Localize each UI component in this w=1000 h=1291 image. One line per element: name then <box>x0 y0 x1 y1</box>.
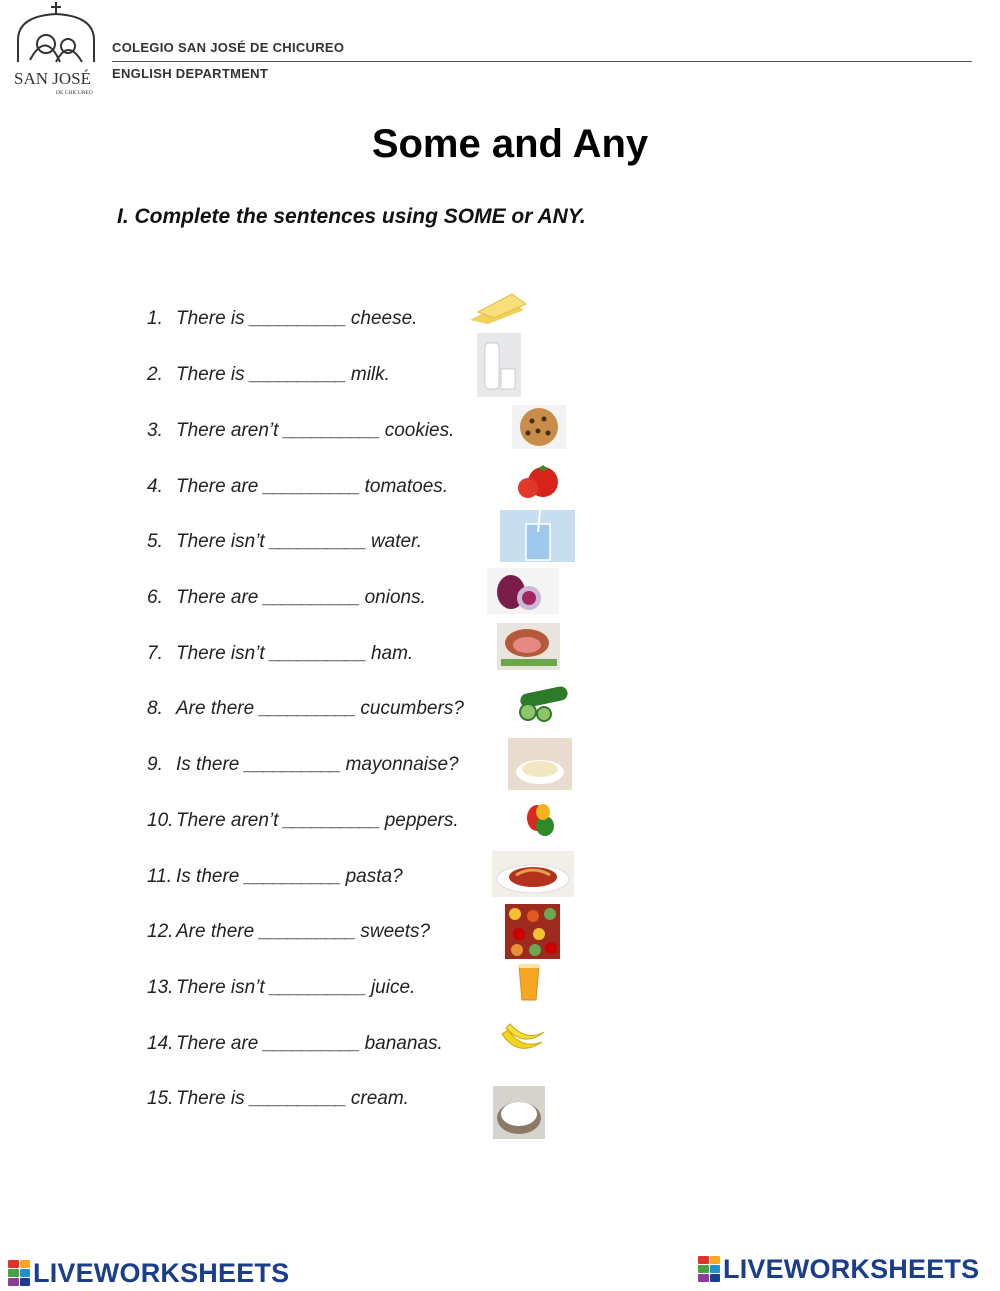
answer-blank[interactable]: __________ <box>269 643 366 664</box>
pasta-icon <box>492 851 574 897</box>
svg-text:DE CHICUREO: DE CHICUREO <box>56 90 93 96</box>
sentence-start: There is <box>176 308 245 329</box>
answer-blank[interactable]: __________ <box>283 420 380 441</box>
liveworksheets-badge-icon <box>698 1256 720 1282</box>
answer-blank[interactable]: __________ <box>263 476 360 497</box>
exercise-item <box>147 1088 409 1110</box>
answer-blank[interactable]: __________ <box>269 977 366 998</box>
milk-icon <box>477 333 521 397</box>
sentence-start: There is <box>176 1088 245 1109</box>
cream-icon <box>493 1086 545 1139</box>
sentence-start: There isn’t <box>176 643 265 664</box>
mayonnaise-icon <box>508 738 572 790</box>
header-divider <box>112 61 972 62</box>
item-number: 1. <box>147 308 163 329</box>
pepper-icon <box>523 800 557 838</box>
footer-brand-right <box>698 1254 979 1284</box>
sentence-start: There are <box>176 476 259 497</box>
cheese-icon <box>468 292 528 326</box>
item-number: 10. <box>147 810 174 831</box>
tomato-icon <box>515 462 561 502</box>
sentence-end: ham. <box>370 643 414 664</box>
item-number: 12. <box>147 921 174 942</box>
sweets-icon <box>505 904 560 959</box>
footer-brand-left <box>8 1258 289 1288</box>
onion-icon <box>487 568 559 614</box>
item-number: 5. <box>147 531 163 552</box>
cucumber-icon <box>512 686 572 722</box>
sentence-end: mayonnaise? <box>345 754 459 775</box>
exercise-item <box>147 977 415 999</box>
item-number: 8. <box>147 698 163 719</box>
brand-name: LIVEWORKSHEETS <box>33 1257 290 1288</box>
instruction: I. Complete the sentences using SOME or ANY. <box>117 205 586 228</box>
sentence-end: peppers. <box>384 810 459 831</box>
item-number: 2. <box>147 364 163 385</box>
item-number: 6. <box>147 587 163 608</box>
exercise-item <box>147 420 454 442</box>
exercise-item <box>147 1033 443 1055</box>
sentence-start: Is there <box>176 754 240 775</box>
exercise-item <box>147 921 430 943</box>
sentence-start: Are there <box>176 921 255 942</box>
item-number: 4. <box>147 476 163 497</box>
answer-blank[interactable]: __________ <box>283 810 380 831</box>
water-icon <box>500 510 575 562</box>
sentence-end: cookies. <box>384 420 455 441</box>
answer-blank[interactable]: __________ <box>249 364 346 385</box>
answer-blank[interactable]: __________ <box>269 531 366 552</box>
sentence-end: pasta? <box>345 866 403 887</box>
sentence-start: Is there <box>176 866 240 887</box>
answer-blank[interactable]: __________ <box>244 754 341 775</box>
exercise-item <box>147 643 413 665</box>
answer-blank[interactable]: __________ <box>259 698 356 719</box>
juice-icon <box>517 962 541 1002</box>
sentence-start: There isn’t <box>176 531 265 552</box>
answer-blank[interactable]: __________ <box>249 308 346 329</box>
exercise-item <box>147 587 426 609</box>
sentence-start: There aren’t <box>176 810 279 831</box>
sentence-start: There are <box>176 587 259 608</box>
item-number: 11. <box>147 866 173 887</box>
sentence-end: milk. <box>350 364 390 385</box>
cookie-icon <box>512 405 566 449</box>
brand-name: LIVEWORKSHEETS <box>723 1253 980 1284</box>
sentence-end: bananas. <box>364 1033 443 1054</box>
sentence-start: There isn’t <box>176 977 265 998</box>
item-number: 14. <box>147 1033 174 1054</box>
sentence-start: Are there <box>176 698 255 719</box>
sentence-start: There is <box>176 364 245 385</box>
sentence-end: cream. <box>350 1088 409 1109</box>
answer-blank[interactable]: __________ <box>263 1033 360 1054</box>
exercise-item <box>147 866 403 888</box>
page-title: Some and Any <box>371 122 649 166</box>
sentence-end: sweets? <box>360 921 431 942</box>
department-name: ENGLISH DEPARTMENT <box>112 66 269 81</box>
exercise-item <box>147 476 448 498</box>
sentence-end: tomatoes. <box>364 476 449 497</box>
exercise-item <box>147 810 459 832</box>
sentence-end: onions. <box>364 587 426 608</box>
sentence-end: water. <box>370 531 422 552</box>
school-logo <box>10 0 102 96</box>
ham-icon <box>497 623 560 670</box>
item-number: 15. <box>147 1088 174 1109</box>
exercise-item <box>147 364 390 386</box>
exercise-item <box>147 698 464 720</box>
exercise-item <box>147 308 417 330</box>
svg-text:SAN JOSÉ: SAN JOSÉ <box>14 69 91 88</box>
item-number: 3. <box>147 420 163 441</box>
item-number: 7. <box>147 643 163 664</box>
sentence-end: cheese. <box>350 308 418 329</box>
answer-blank[interactable]: __________ <box>244 866 341 887</box>
item-number: 9. <box>147 754 163 775</box>
sentence-start: There aren’t <box>176 420 279 441</box>
item-number: 13. <box>147 977 174 998</box>
sentence-end: cucumbers? <box>360 698 464 719</box>
answer-blank[interactable]: __________ <box>259 921 356 942</box>
sentence-start: There are <box>176 1033 259 1054</box>
answer-blank[interactable]: __________ <box>263 587 360 608</box>
sentence-end: juice. <box>370 977 416 998</box>
banana-icon <box>498 1018 546 1058</box>
answer-blank[interactable]: __________ <box>249 1088 346 1109</box>
liveworksheets-badge-icon <box>8 1260 30 1286</box>
exercise-item <box>147 531 422 553</box>
exercise-item <box>147 754 459 776</box>
school-name: COLEGIO SAN JOSÉ DE CHICUREO <box>112 40 345 55</box>
